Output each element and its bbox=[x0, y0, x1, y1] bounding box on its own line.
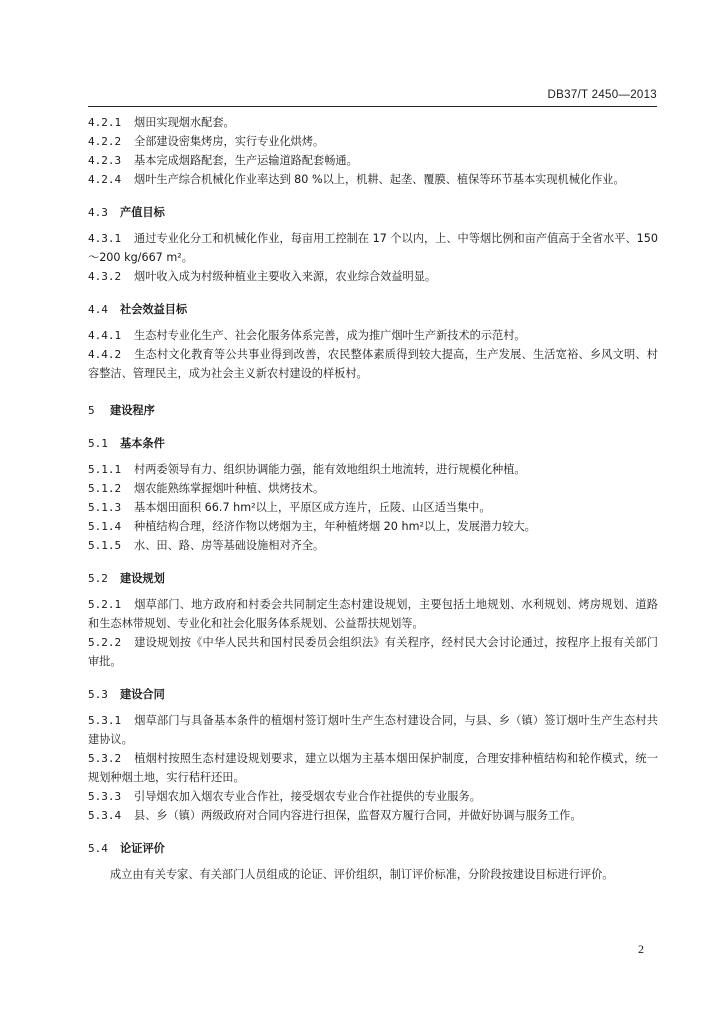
clause-text: 建设规划按《中华人民共和国村民委员会组织法》有关程序，经村民大会讨论通过，按程序上报有关部门审批。 bbox=[88, 636, 658, 668]
clause-text: 植烟村按照生态村建设规划要求，建立以烟为主基本烟田保护制度，合理安排种植结构和轮作模式，统一规划种烟土地，实行秸秆还田。 bbox=[88, 752, 658, 784]
clause-number: 5.1.3 bbox=[88, 501, 122, 514]
clause-item bbox=[88, 113, 658, 132]
clause-number: 5.3.2 bbox=[88, 752, 122, 765]
page-number: 2 bbox=[638, 942, 644, 956]
clause-item bbox=[88, 517, 658, 536]
clause-item bbox=[88, 711, 658, 749]
clause-text: 水、田、路、房等基础设施相对齐全。 bbox=[134, 539, 325, 552]
heading-number: 4.3 bbox=[88, 206, 108, 219]
heading-number: 5.3 bbox=[88, 688, 108, 701]
heading-text: 建设合同 bbox=[120, 688, 165, 701]
heading-text: 产值目标 bbox=[120, 206, 165, 219]
body-paragraph: 成立由有关专家、有关部门人员组成的论证、评价组织，制订评价标准，分阶段按建设目标进行评价。 bbox=[110, 868, 614, 881]
clause-text: 烟田实现烟水配套。 bbox=[134, 116, 235, 129]
clause-text: 烟农能熟练掌握烟叶种植、烘烤技术。 bbox=[134, 482, 325, 495]
clause-text: 种植结构合理，经济作物以烤烟为主，年种植烤烟 20 hm²以上，发展潜力较大。 bbox=[134, 520, 536, 533]
chapter-heading bbox=[88, 401, 658, 420]
clause-item bbox=[88, 536, 658, 555]
clause-number: 4.2.2 bbox=[88, 135, 122, 148]
clause-text: 县、乡（镇）两级政府对合同内容进行担保，监督双方履行合同，并做好协调与服务工作。 bbox=[134, 809, 582, 822]
clause-item bbox=[88, 151, 658, 170]
clause-text: 通过专业化分工和机械化作业，每亩用工控制在 17 个以内，上、中等烟比例和亩产值高于全省水平、150～200 kg/667 m²。 bbox=[88, 232, 658, 264]
clause-item bbox=[88, 498, 658, 517]
heading-number: 5.4 bbox=[88, 842, 108, 855]
clause-text: 烟草部门、地方政府和村委会共同制定生态村建设规划，主要包括土地规划、水利规划、烤房规划、道路和生态林带规划、专业化和社会化服务体系规划、公益帮扶规划等。 bbox=[88, 598, 658, 630]
section-heading bbox=[88, 685, 658, 704]
clause-number: 5.1.5 bbox=[88, 539, 122, 552]
clause-text: 生态村专业化生产、社会化服务体系完善，成为推广烟叶生产新技术的示范村。 bbox=[134, 329, 526, 342]
clause-number: 4.2.3 bbox=[88, 154, 122, 167]
heading-text: 社会效益目标 bbox=[120, 303, 188, 316]
heading-text: 论证评价 bbox=[120, 842, 165, 855]
clause-item bbox=[88, 132, 658, 151]
clause-number: 5.2.1 bbox=[88, 598, 122, 611]
clause-number: 4.3.2 bbox=[88, 270, 122, 283]
heading-number: 5 bbox=[88, 404, 95, 417]
clause-text: 生态村文化教育等公共事业得到改善，农民整体素质得到较大提高，生产发展、生活宽裕、乡风文明、村容整洁、管理民主，成为社会主义新农村建设的样板村。 bbox=[88, 348, 658, 380]
section-heading bbox=[88, 434, 658, 453]
clause-item bbox=[88, 267, 658, 286]
clause-item bbox=[88, 595, 658, 633]
heading-number: 4.4 bbox=[88, 303, 108, 316]
clause-item bbox=[88, 749, 658, 787]
section-heading bbox=[88, 839, 658, 858]
clause-number: 5.2.2 bbox=[88, 636, 122, 649]
section-heading bbox=[88, 569, 658, 588]
clause-text: 烟叶收入成为村级种植业主要收入来源，农业综合效益明显。 bbox=[134, 270, 437, 283]
clause-text: 引导烟农加入烟农专业合作社，接受烟农专业合作社提供的专业服务。 bbox=[134, 790, 481, 803]
heading-number: 5.2 bbox=[88, 572, 108, 585]
clause-number: 5.1.2 bbox=[88, 482, 122, 495]
clause-text: 烟草部门与具备基本条件的植烟村签订烟叶生产生态村建设合同，与县、乡（镇）签订烟叶生产生态村共建协议。 bbox=[88, 714, 658, 746]
clause-item bbox=[88, 229, 658, 267]
section-heading bbox=[88, 203, 658, 222]
clause-number: 4.4.2 bbox=[88, 348, 122, 361]
clause-item bbox=[88, 460, 658, 479]
clause-number: 5.1.4 bbox=[88, 520, 122, 533]
heading-text: 建设规划 bbox=[120, 572, 165, 585]
clause-number: 5.1.1 bbox=[88, 463, 122, 476]
clause-number: 4.3.1 bbox=[88, 232, 122, 245]
clause-item bbox=[88, 479, 658, 498]
clause-number: 5.3.4 bbox=[88, 809, 122, 822]
clause-item bbox=[88, 326, 658, 345]
clause-number: 4.2.1 bbox=[88, 116, 122, 129]
clause-number: 4.4.1 bbox=[88, 329, 122, 342]
document-body bbox=[88, 113, 658, 884]
clause-item bbox=[88, 345, 658, 383]
clause-item bbox=[88, 787, 658, 806]
heading-number: 5.1 bbox=[88, 437, 108, 450]
heading-text: 建设程序 bbox=[110, 404, 155, 417]
clause-text: 村两委领导有力、组织协调能力强，能有效地组织土地流转，进行规模化种植。 bbox=[134, 463, 526, 476]
clause-item bbox=[88, 806, 658, 825]
clause-text: 基本烟田面积 66.7 hm²以上，平原区成方连片，丘陵、山区适当集中。 bbox=[134, 501, 491, 514]
clause-text: 基本完成烟路配套，生产运输道路配套畅通。 bbox=[134, 154, 358, 167]
clause-item bbox=[88, 633, 658, 671]
clause-text: 全部建设密集烤房，实行专业化烘烤。 bbox=[134, 135, 325, 148]
section-heading bbox=[88, 300, 658, 319]
standard-code: DB37/T 2450—2013 bbox=[547, 89, 657, 101]
clause-item bbox=[88, 170, 658, 189]
clause-text: 烟叶生产综合机械化作业率达到 80 %以上，机耕、起垄、覆膜、植保等环节基本实现机械化作业。 bbox=[134, 173, 625, 186]
clause-number: 4.2.4 bbox=[88, 173, 122, 186]
header-rule bbox=[88, 106, 657, 107]
heading-text: 基本条件 bbox=[120, 437, 165, 450]
clause-number: 5.3.3 bbox=[88, 790, 122, 803]
clause-number: 5.3.1 bbox=[88, 714, 122, 727]
